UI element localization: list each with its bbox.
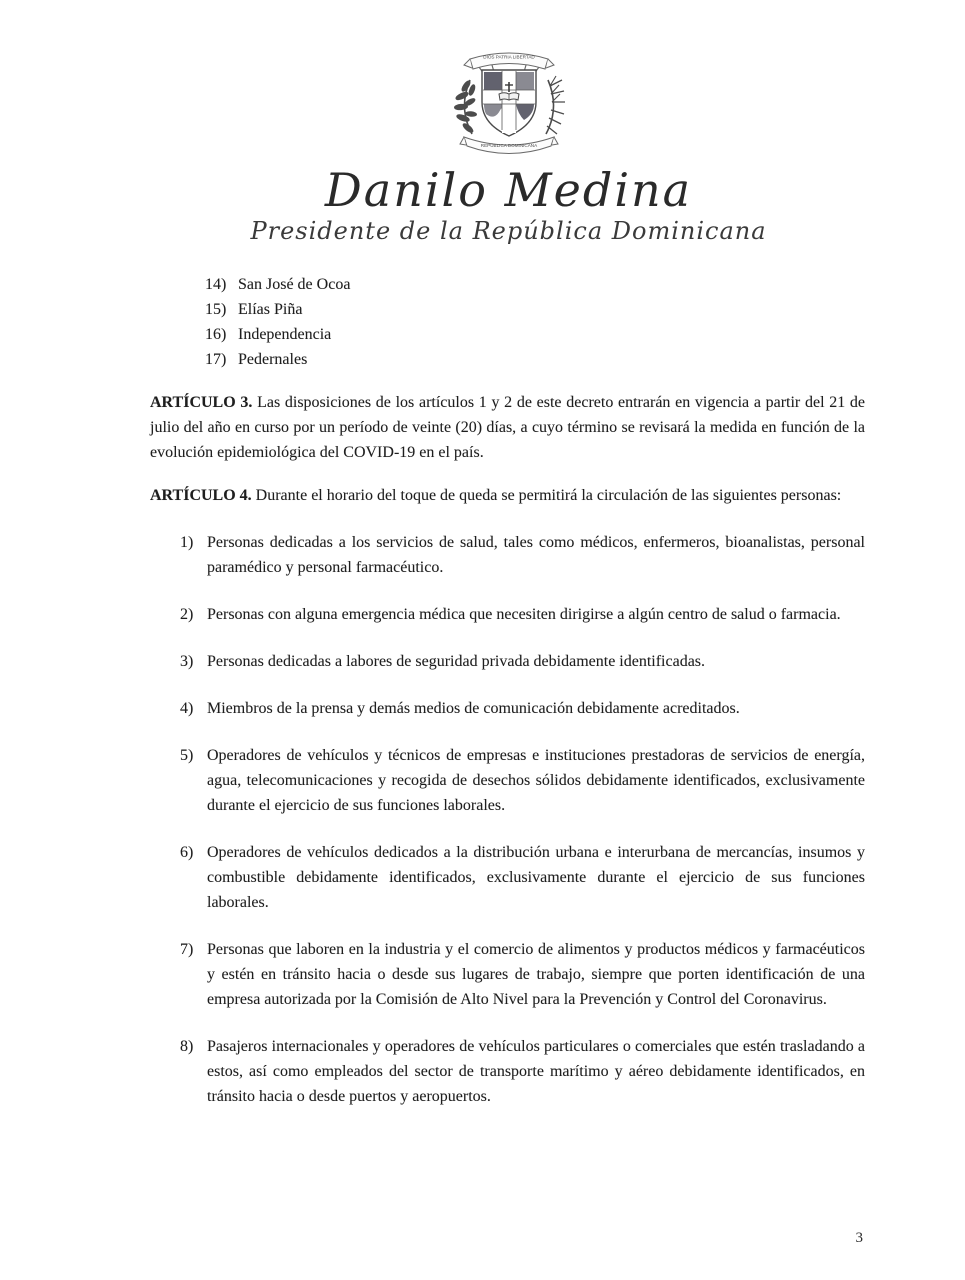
item-text: Personas que laboren en la industria y el comercio de alimentos y productos médicos y farmacéuticos y estén en tránsito hacia o desde sus lugares de trabajo, siempre que porten identificación de una empresa autorizada por la Comisión de Alto Nivel para la Prevención y Control del Coronavirus. <box>207 941 865 1008</box>
province-number: 16) <box>205 326 227 343</box>
page-number: 3 <box>855 1230 863 1246</box>
province-name: San José de Ocoa <box>238 276 351 293</box>
article-3-label: ARTÍCULO 3. <box>150 394 253 411</box>
item-text: Personas dedicadas a labores de seguridad privada debidamente identificadas. <box>207 653 706 670</box>
item-text: Pasajeros internacionales y operadores de vehículos particulares o comerciales que estén trasladando a estos, así como empleados del sector de transporte marítimo y aéreo debidamente identificados, en tránsito hacia o desde puertos y aeropuertos. <box>207 1038 865 1105</box>
article-3-text: Las disposiciones de los artículos 1 y 2 de este decreto entrarán en vigencia a partir del 21 de julio del año en curso por un período de veinte (20) días, a cuyo término se revisará la medida en función de la evolución epidemiológica del COVID-19 en el país. <box>150 394 866 461</box>
province-name: Elías Piña <box>238 301 303 318</box>
item-number: 1) <box>180 534 194 551</box>
province-item <box>205 272 865 297</box>
item-number: 8) <box>180 1038 194 1055</box>
list-item <box>180 937 865 1012</box>
item-text: Operadores de vehículos y técnicos de empresas e instituciones prestadoras de servicios de energía, agua, telecomunicaciones y recogida de desechos sólidos debidamente identificados, exclusivamente durante el ejercicio de sus funciones laborales. <box>207 747 865 814</box>
province-name: Independencia <box>238 326 332 343</box>
province-item <box>205 297 865 322</box>
list-item <box>180 530 865 580</box>
list-item <box>180 1034 865 1109</box>
item-number: 3) <box>180 653 194 670</box>
ribbon-bottom-text: REPÚBLICA DOMINICANA <box>480 143 537 148</box>
letterhead <box>0 0 965 246</box>
item-text: Operadores de vehículos dedicados a la distribución urbana e interurbana de mercancías, insumos y combustible debidamente identificados, exclusivamente durante el ejercicio de sus funciones laborales. <box>207 844 865 911</box>
ribbon-top-text: DIOS PATRIA LIBERTAD <box>482 54 535 60</box>
province-number: 14) <box>205 276 227 293</box>
list-item <box>180 696 865 721</box>
province-name: Pedernales <box>238 351 308 368</box>
item-number: 7) <box>180 941 194 958</box>
article-4-paragraph <box>150 483 865 508</box>
province-list <box>205 272 865 372</box>
list-item <box>180 602 865 627</box>
article-4-label: ARTÍCULO 4. <box>150 487 252 504</box>
permitted-persons-list <box>150 530 865 1109</box>
item-number: 5) <box>180 747 194 764</box>
item-text: Miembros de la prensa y demás medios de comunicación debidamente acreditados. <box>207 700 740 717</box>
province-number: 15) <box>205 301 227 318</box>
list-item <box>180 649 865 674</box>
article-4-text: Durante el horario del toque de queda se permitirá la circulación de las siguientes personas: <box>255 487 842 504</box>
province-number: 17) <box>205 351 227 368</box>
item-number: 6) <box>180 844 194 861</box>
province-item <box>205 347 865 372</box>
document-body <box>0 272 965 1109</box>
letterhead-president-title: Presidente de la República Dominicana <box>250 217 767 245</box>
letterhead-president-name: Danilo Medina <box>324 163 693 217</box>
article-3-paragraph <box>150 390 865 465</box>
province-item <box>205 322 865 347</box>
item-number: 2) <box>180 606 194 623</box>
list-item <box>180 743 865 818</box>
item-text: Personas con alguna emergencia médica que necesiten dirigirse a algún centro de salud o farmacia. <box>207 606 841 623</box>
item-number: 4) <box>180 700 194 717</box>
list-item <box>180 840 865 915</box>
coat-of-arms-icon <box>450 44 568 158</box>
item-text: Personas dedicadas a los servicios de salud, tales como médicos, enfermeros, bioanalistas, personal paramédico y personal farmacéutico. <box>207 534 865 576</box>
